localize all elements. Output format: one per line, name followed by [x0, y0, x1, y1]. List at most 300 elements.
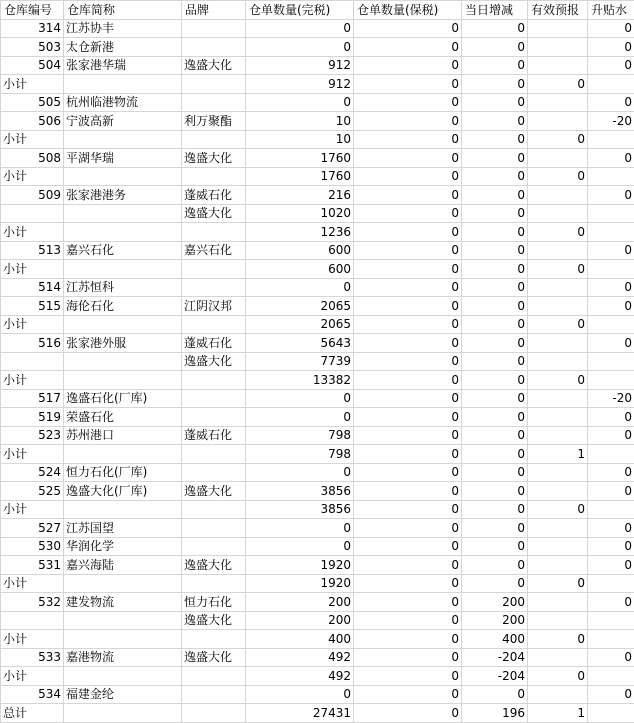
table-cell: 0 [354, 167, 462, 186]
table-cell [64, 204, 182, 223]
table-cell: 0 [588, 519, 634, 538]
table-row [1, 352, 634, 371]
table-cell: 宁波高新 [64, 112, 182, 131]
table-row [1, 445, 634, 464]
table-cell: 5643 [246, 334, 354, 353]
header-cell: 仓库简称 [64, 1, 182, 20]
table-cell: 0 [528, 75, 588, 94]
table-cell: 建发物流 [64, 593, 182, 612]
table-cell: 0 [354, 704, 462, 723]
table-body [1, 19, 634, 722]
table-cell [528, 56, 588, 75]
table-cell: 506 [1, 112, 64, 131]
table-cell: 0 [354, 93, 462, 112]
table-cell: 0 [354, 500, 462, 519]
table-cell [182, 685, 246, 704]
table-cell [588, 445, 634, 464]
table-cell [588, 260, 634, 279]
table-cell: 张家港外服 [64, 334, 182, 353]
table-cell: 蓬威石化 [182, 426, 246, 445]
table-cell: 0 [462, 445, 528, 464]
table-cell: 10 [246, 130, 354, 149]
table-cell: 600 [246, 241, 354, 260]
table-cell: 0 [354, 56, 462, 75]
table-cell: 0 [462, 93, 528, 112]
table-cell: 小计 [1, 315, 64, 334]
table-cell: 0 [246, 389, 354, 408]
table-cell [528, 149, 588, 168]
table-cell: -20 [588, 389, 634, 408]
table-cell: 0 [246, 537, 354, 556]
table-row [1, 611, 634, 630]
table-cell [64, 352, 182, 371]
table-cell [182, 574, 246, 593]
table-cell: 恒力石化 [182, 593, 246, 612]
table-cell [64, 260, 182, 279]
table-cell: 杭州临港物流 [64, 93, 182, 112]
table-cell: 0 [462, 389, 528, 408]
table-cell: 0 [354, 593, 462, 612]
table-cell: 嘉兴海陆 [64, 556, 182, 575]
table-cell [64, 75, 182, 94]
table-row [1, 315, 634, 334]
table-cell: 逸盛大化 [182, 56, 246, 75]
header-cell: 品牌 [182, 1, 246, 20]
table-cell [588, 667, 634, 686]
table-cell: 0 [354, 75, 462, 94]
table-cell: 0 [588, 685, 634, 704]
table-cell [182, 19, 246, 38]
table-cell: 张家港华瑞 [64, 56, 182, 75]
table-cell [182, 408, 246, 427]
table-cell: 0 [588, 648, 634, 667]
table-row [1, 38, 634, 57]
table-cell: 0 [588, 93, 634, 112]
table-cell: 0 [354, 408, 462, 427]
table-row [1, 334, 634, 353]
table-row [1, 223, 634, 242]
table-cell: 0 [588, 149, 634, 168]
table-cell: 0 [462, 574, 528, 593]
table-cell: 0 [246, 19, 354, 38]
table-cell: 小计 [1, 75, 64, 94]
table-cell: 江苏恒科 [64, 278, 182, 297]
table-cell: 514 [1, 278, 64, 297]
table-cell: 0 [354, 149, 462, 168]
table-cell: 912 [246, 56, 354, 75]
table-cell [528, 297, 588, 316]
table-cell: 0 [354, 315, 462, 334]
table-cell [588, 500, 634, 519]
table-cell: 7739 [246, 352, 354, 371]
table-row [1, 75, 634, 94]
table-cell: 逸盛大化 [182, 204, 246, 223]
table-cell [528, 186, 588, 205]
table-row [1, 556, 634, 575]
table-row [1, 408, 634, 427]
header-cell: 仓单数量(完税) [246, 1, 354, 20]
table-row [1, 519, 634, 538]
table-cell: 0 [354, 204, 462, 223]
table-cell: 200 [246, 593, 354, 612]
table-cell: 2065 [246, 297, 354, 316]
table-cell: 逸盛大化 [182, 352, 246, 371]
table-row [1, 389, 634, 408]
table-cell: 508 [1, 149, 64, 168]
table-cell: 江苏协丰 [64, 19, 182, 38]
table-row [1, 130, 634, 149]
table-cell: 0 [462, 75, 528, 94]
table-cell [182, 667, 246, 686]
table-cell [182, 278, 246, 297]
table-cell: 1920 [246, 574, 354, 593]
table-cell: 0 [462, 352, 528, 371]
table-cell: 527 [1, 519, 64, 538]
table-row [1, 482, 634, 501]
table-cell: 0 [462, 334, 528, 353]
table-cell: 平湖华瑞 [64, 149, 182, 168]
table-cell [64, 371, 182, 390]
table-cell: 0 [354, 186, 462, 205]
table-cell: 恒力石化(厂库) [64, 463, 182, 482]
table-cell: 515 [1, 297, 64, 316]
table-cell: 600 [246, 260, 354, 279]
table-cell [182, 445, 246, 464]
table-cell [182, 500, 246, 519]
table-cell: 逸盛大化 [182, 648, 246, 667]
table-cell [182, 519, 246, 538]
table-cell: 0 [354, 223, 462, 242]
table-cell: 小计 [1, 167, 64, 186]
table-cell: 嘉兴石化 [64, 241, 182, 260]
table-cell: 0 [588, 334, 634, 353]
table-cell: 福建金纶 [64, 685, 182, 704]
table-cell: 0 [588, 463, 634, 482]
table-cell: 0 [588, 38, 634, 57]
table-cell: 0 [528, 667, 588, 686]
table-cell: 0 [462, 315, 528, 334]
table-row [1, 574, 634, 593]
table-cell [528, 204, 588, 223]
table-cell: 0 [354, 38, 462, 57]
table-cell: 0 [354, 463, 462, 482]
table-cell [528, 685, 588, 704]
table-cell [64, 611, 182, 630]
table-cell: 1 [528, 704, 588, 723]
table-cell [182, 75, 246, 94]
table-cell [182, 223, 246, 242]
table-cell: 0 [528, 167, 588, 186]
table-cell: 荣盛石化 [64, 408, 182, 427]
table-cell: 798 [246, 445, 354, 464]
table-cell: 0 [588, 278, 634, 297]
table-cell: 0 [354, 19, 462, 38]
table-row [1, 93, 634, 112]
table-cell: 0 [588, 241, 634, 260]
table-cell [64, 223, 182, 242]
table-cell [64, 667, 182, 686]
table-cell: 0 [354, 389, 462, 408]
table-cell: 200 [246, 611, 354, 630]
table-cell [528, 352, 588, 371]
table-cell [528, 648, 588, 667]
table-cell: 0 [462, 537, 528, 556]
table-cell [528, 112, 588, 131]
table-cell: 530 [1, 537, 64, 556]
header-cell: 升贴水 [588, 1, 634, 20]
table-cell: 216 [246, 186, 354, 205]
table-cell: 0 [354, 445, 462, 464]
table-cell: 0 [462, 371, 528, 390]
table-row [1, 426, 634, 445]
table-cell: 嘉兴石化 [182, 241, 246, 260]
table-cell: 0 [462, 38, 528, 57]
table-cell: 0 [354, 334, 462, 353]
table-cell: 0 [588, 556, 634, 575]
table-cell: 314 [1, 19, 64, 38]
table-cell: 0 [528, 260, 588, 279]
table-cell: 1 [528, 445, 588, 464]
table-cell: 0 [462, 297, 528, 316]
table-cell [182, 260, 246, 279]
table-cell: 1236 [246, 223, 354, 242]
table-cell: 0 [246, 685, 354, 704]
table-row [1, 186, 634, 205]
table-cell: 0 [462, 130, 528, 149]
table-cell: 523 [1, 426, 64, 445]
table-cell: -204 [462, 648, 528, 667]
table-row [1, 648, 634, 667]
table-cell: 0 [588, 186, 634, 205]
table-cell [588, 315, 634, 334]
table-cell: 0 [462, 556, 528, 575]
table-cell [588, 167, 634, 186]
table-cell: 总计 [1, 704, 64, 723]
table-cell: 519 [1, 408, 64, 427]
table-row [1, 260, 634, 279]
table-cell: 张家港港务 [64, 186, 182, 205]
table-row [1, 537, 634, 556]
table-cell: 逸盛大化(厂库) [64, 482, 182, 501]
header-cell: 仓库编号 [1, 1, 64, 20]
table-cell: 苏州港口 [64, 426, 182, 445]
table-row [1, 167, 634, 186]
table-cell: 0 [528, 574, 588, 593]
table-cell: 516 [1, 334, 64, 353]
table-cell [588, 611, 634, 630]
table-row [1, 463, 634, 482]
table-cell: 0 [462, 278, 528, 297]
table-cell: 525 [1, 482, 64, 501]
table-cell: 0 [246, 38, 354, 57]
table-cell: 10 [246, 112, 354, 131]
table-cell: 0 [354, 352, 462, 371]
table-row [1, 297, 634, 316]
table-cell: 513 [1, 241, 64, 260]
table-cell [528, 556, 588, 575]
table-cell: 0 [588, 482, 634, 501]
table-cell: 505 [1, 93, 64, 112]
table-cell: 534 [1, 685, 64, 704]
table-cell: 利万聚酯 [182, 112, 246, 131]
table-cell: 0 [246, 408, 354, 427]
table-cell: 蓬威石化 [182, 334, 246, 353]
table-cell [64, 130, 182, 149]
table-cell: 小计 [1, 500, 64, 519]
table-cell [588, 574, 634, 593]
header-cell: 有效预报 [528, 1, 588, 20]
table-cell: 0 [462, 112, 528, 131]
table-cell: 0 [354, 519, 462, 538]
table-cell: 华润化学 [64, 537, 182, 556]
table-cell: 小计 [1, 574, 64, 593]
table-cell: 196 [462, 704, 528, 723]
table-cell: 0 [588, 297, 634, 316]
table-cell [528, 537, 588, 556]
table-cell: 0 [462, 463, 528, 482]
table-cell: 江苏国望 [64, 519, 182, 538]
table-cell: 0 [354, 260, 462, 279]
table-cell: 0 [528, 223, 588, 242]
table-cell: 0 [462, 685, 528, 704]
table-cell [588, 204, 634, 223]
table-row [1, 667, 634, 686]
table-cell [64, 167, 182, 186]
table-cell [588, 223, 634, 242]
table-cell: 0 [354, 556, 462, 575]
table-cell: 0 [462, 260, 528, 279]
table-cell [182, 93, 246, 112]
table-cell: -20 [588, 112, 634, 131]
table-cell: 0 [462, 500, 528, 519]
table-row [1, 278, 634, 297]
table-cell: 0 [528, 371, 588, 390]
table-cell: 嘉港物流 [64, 648, 182, 667]
table-cell [182, 315, 246, 334]
table-cell: 492 [246, 667, 354, 686]
table-row [1, 371, 634, 390]
table-cell: 524 [1, 463, 64, 482]
table-cell: 0 [354, 482, 462, 501]
table-cell: 0 [462, 408, 528, 427]
table-cell: 532 [1, 593, 64, 612]
table-cell [588, 352, 634, 371]
table-cell: 504 [1, 56, 64, 75]
header-cell: 仓单数量(保税) [354, 1, 462, 20]
table-cell [182, 463, 246, 482]
table-cell [528, 408, 588, 427]
table-cell: 蓬威石化 [182, 186, 246, 205]
table-cell: 509 [1, 186, 64, 205]
table-cell: 0 [462, 482, 528, 501]
table-cell: 1920 [246, 556, 354, 575]
table-cell: 0 [246, 519, 354, 538]
table-cell [588, 630, 634, 649]
table-cell [528, 482, 588, 501]
table-cell: 0 [462, 519, 528, 538]
table-cell: 0 [354, 667, 462, 686]
table-cell: 400 [462, 630, 528, 649]
table-cell: 1760 [246, 167, 354, 186]
table-cell [1, 611, 64, 630]
table-cell: 太仓新港 [64, 38, 182, 57]
table-cell: 0 [246, 93, 354, 112]
table-cell [182, 630, 246, 649]
table-row [1, 204, 634, 223]
table-cell: 27431 [246, 704, 354, 723]
table-cell: 0 [354, 297, 462, 316]
table-cell: 0 [528, 315, 588, 334]
table-cell: 0 [462, 56, 528, 75]
table-cell: 200 [462, 593, 528, 612]
table-cell: 0 [462, 204, 528, 223]
table-cell: 798 [246, 426, 354, 445]
table-cell: 0 [354, 630, 462, 649]
table-cell: 912 [246, 75, 354, 94]
table-cell: 小计 [1, 223, 64, 242]
table-cell [528, 38, 588, 57]
table-cell [182, 130, 246, 149]
table-cell [528, 19, 588, 38]
table-cell [528, 426, 588, 445]
header-cell: 当日增减 [462, 1, 528, 20]
table-cell [1, 352, 64, 371]
table-cell [528, 611, 588, 630]
table-cell: 1020 [246, 204, 354, 223]
table-cell [528, 278, 588, 297]
table-cell [588, 75, 634, 94]
table-cell: 13382 [246, 371, 354, 390]
table-cell: 0 [588, 408, 634, 427]
table-cell [182, 38, 246, 57]
table-cell [528, 334, 588, 353]
table-cell [182, 704, 246, 723]
table-row [1, 241, 634, 260]
table-cell: 逸盛大化 [182, 556, 246, 575]
table-cell: 逸盛大化 [182, 611, 246, 630]
table-cell: 0 [354, 611, 462, 630]
table-cell: 0 [354, 112, 462, 131]
table-cell: 0 [528, 500, 588, 519]
table-row [1, 500, 634, 519]
table-cell: 3856 [246, 500, 354, 519]
table-cell: 0 [528, 130, 588, 149]
table-cell: 小计 [1, 130, 64, 149]
table-row [1, 19, 634, 38]
table-cell: 逸盛大化 [182, 482, 246, 501]
table-cell [64, 445, 182, 464]
table-cell [182, 537, 246, 556]
table-cell: 0 [588, 593, 634, 612]
table-cell [64, 500, 182, 519]
table-cell [182, 167, 246, 186]
table-cell: 0 [354, 130, 462, 149]
table-cell: 0 [354, 537, 462, 556]
table-cell: 逸盛石化(厂库) [64, 389, 182, 408]
table-cell: 小计 [1, 667, 64, 686]
table-row [1, 685, 634, 704]
table-cell: 0 [462, 186, 528, 205]
table-cell: 小计 [1, 445, 64, 464]
table-cell: 0 [354, 648, 462, 667]
table-cell [528, 389, 588, 408]
table-cell: 0 [528, 630, 588, 649]
table-cell: 逸盛大化 [182, 149, 246, 168]
table-cell: 0 [246, 463, 354, 482]
table-cell: 200 [462, 611, 528, 630]
table-cell: 0 [354, 426, 462, 445]
table-cell [528, 93, 588, 112]
